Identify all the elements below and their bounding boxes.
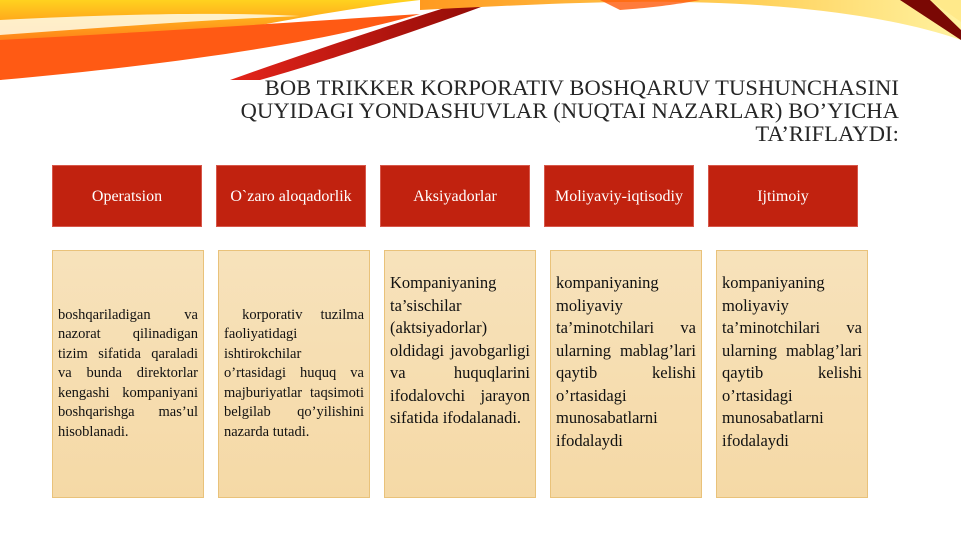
approach-description-shareholders-box bbox=[384, 250, 536, 498]
approach-header-interrelation: O`zaro aloqadorlik bbox=[216, 165, 366, 227]
approach-description-shareholders: Kompaniyaning ta’sischilar (aktsiyadorlar) oldidagi javobgarligi va huquqlarini ifodalovchi jarayon sifatida ifodalanadi. bbox=[390, 273, 530, 427]
approach-header-social: Ijtimoiy bbox=[708, 165, 858, 227]
approach-description-financial-economic: kompaniyaning moliyaviy ta’minotchilari va ularning mablag’lari qaytib kelishi o’rtasidagi munosabatlarni ifodalaydi bbox=[556, 273, 696, 450]
decorative-flame-banner bbox=[0, 0, 961, 80]
approach-description-financial-economic-box bbox=[550, 250, 702, 498]
approach-header-operational: Operatsion bbox=[52, 165, 202, 227]
approach-description-operational-box bbox=[52, 250, 204, 498]
approach-header-financial-economic: Moliyaviy-iqtisodiy bbox=[544, 165, 694, 227]
slide-title-line-1: BOB TRIKKER KORPORATIV BOSHQARUV TUSHUNCHASINI bbox=[264, 75, 899, 100]
approach-header-shareholders: Aksiyadorlar bbox=[380, 165, 530, 227]
slide-title-line-3: TA’RIFLAYDI: bbox=[755, 121, 899, 146]
slide-title-line-2: QUYIDAGI YONDASHUVLAR (NUQTAI NAZARLAR) BO’YICHA bbox=[240, 98, 899, 123]
approach-description-operational: boshqariladigan va nazorat qilinadigan tizim sifatida qaraladi va bunda direktorlar kengashi kompaniyani boshqarishga mas’ul hisoblanadi. bbox=[58, 306, 198, 440]
slide-title bbox=[139, 76, 899, 145]
approach-description-interrelation-box bbox=[218, 250, 370, 498]
approach-description-interrelation: korporativ tuzilma faoliyatidagi ishtirokchilar o’rtasidagi huquq va majburiyatlar taqsimoti belgilab qo’yilishini nazarda tutadi. bbox=[224, 306, 368, 440]
approach-descriptions-row bbox=[52, 250, 868, 498]
approach-description-social-box bbox=[716, 250, 868, 498]
approach-description-social: kompaniyaning moliyaviy ta’minotchilari va ularning mablag’lari qaytib kelishi o’rtasidagi munosabatlarni ifodalaydi bbox=[722, 273, 862, 450]
approach-headers-row bbox=[52, 165, 858, 227]
